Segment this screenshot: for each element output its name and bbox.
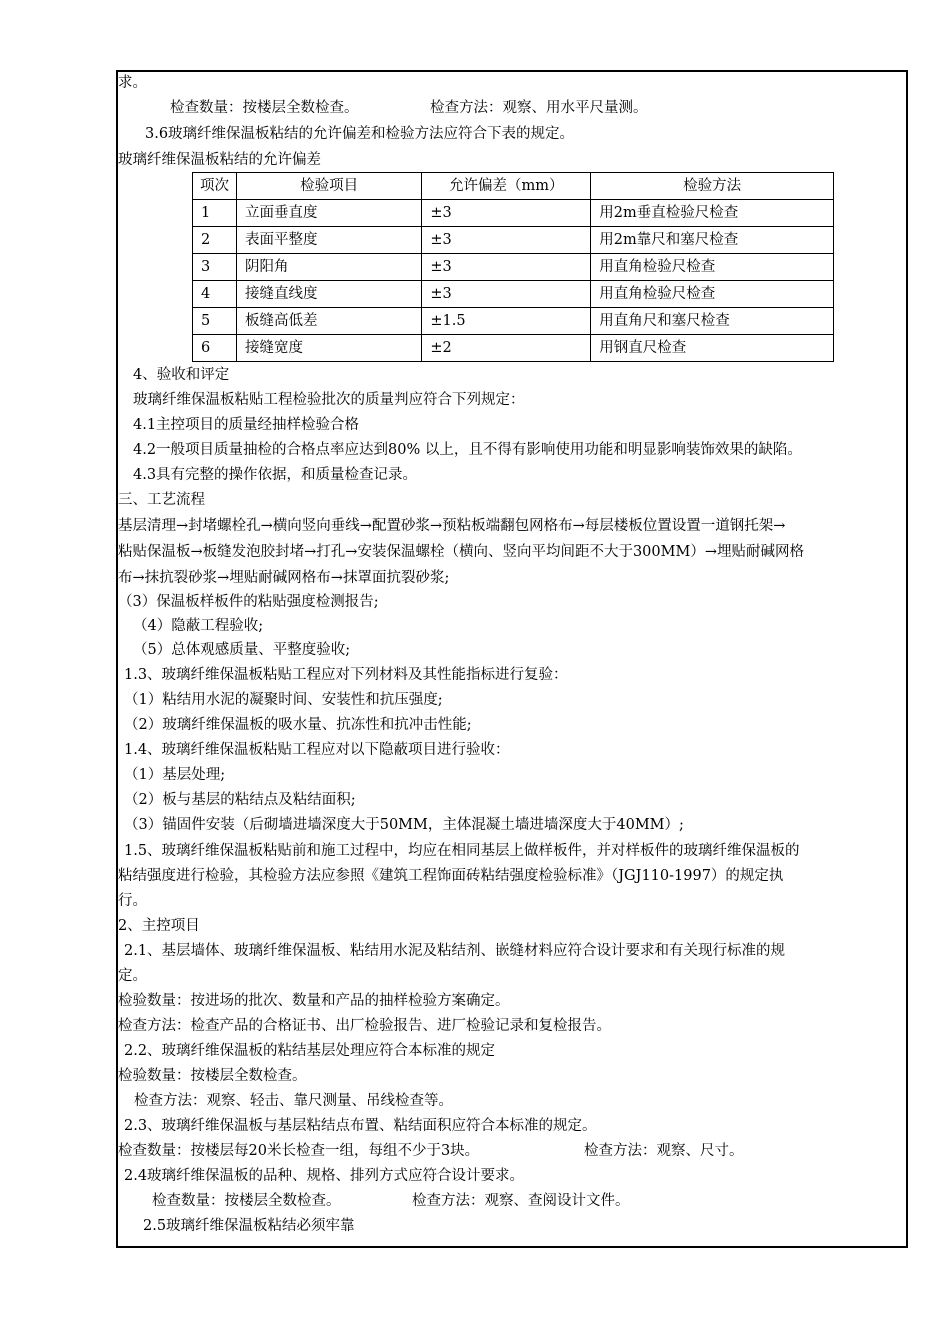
table-row xyxy=(193,254,834,281)
text-line: （1）粘结用水泥的凝聚时间、安装性和抗压强度; xyxy=(124,692,443,708)
table-cell: 用直角检验尺检查 xyxy=(591,281,834,308)
table-cell: 表面平整度 xyxy=(237,227,422,254)
text-line: 1.4、玻璃纤维保温板粘贴工程应对以下隐蔽项目进行验收： xyxy=(124,742,510,758)
text-line: 检验数量：按进场的批次、数量和产品的抽样检验方案确定。 xyxy=(118,993,510,1009)
table-cell: ±3 xyxy=(422,281,591,308)
table-cell: 板缝高低差 xyxy=(237,308,422,335)
text-line: 2.3、玻璃纤维保温板与基层粘结点布置、粘结面积应符合本标准的规定。 xyxy=(124,1118,597,1134)
text-line: 3.6玻璃纤维保温板粘结的允许偏差和检验方法应符合下表的规定。 xyxy=(145,126,575,142)
text-line: 粘结强度进行检验，其检验方法应参照《建筑工程饰面砖粘结强度检验标准》（JGJ110-1997）的规定执 xyxy=(118,868,784,884)
table-header-cell: 项次 xyxy=(193,173,237,200)
text-line: 检查方法：观察、用水平尺量测。 xyxy=(430,100,648,116)
text-line: 定。 xyxy=(118,968,147,984)
table-header-cell: 允许偏差（mm） xyxy=(422,173,591,200)
text-line: 4.3具有完整的操作依据，和质量检查记录。 xyxy=(133,467,418,483)
text-line: 2.5玻璃纤维保温板粘结必须牢靠 xyxy=(143,1218,355,1234)
section-heading: 三、工艺流程 xyxy=(118,492,205,508)
text-line: 检查方法：检查产品的合格证书、出厂检验报告、进厂检验记录和复检报告。 xyxy=(118,1018,611,1034)
tolerance-table xyxy=(192,172,834,362)
text-line: （5）总体观感质量、平整度验收; xyxy=(133,642,351,658)
table-cell: 接缝直线度 xyxy=(237,281,422,308)
text-line: （3）保温板样板件的粘贴强度检测报告; xyxy=(118,594,379,610)
table-cell: ±2 xyxy=(422,335,591,362)
section-heading: 2、主控项目 xyxy=(118,918,200,934)
table-cell: 用直角检验尺检查 xyxy=(591,254,834,281)
table-cell: ±1.5 xyxy=(422,308,591,335)
table-cell: 4 xyxy=(193,281,237,308)
table-cell: 立面垂直度 xyxy=(237,200,422,227)
text-line: 检查数量：按楼层全数检查。 xyxy=(152,1193,341,1209)
text-line: 2.2、玻璃纤维保温板的粘结基层处理应符合本标准的规定 xyxy=(124,1043,496,1059)
table-cell: 用2m靠尺和塞尺检查 xyxy=(591,227,834,254)
text-line: 1.5、玻璃纤维保温板粘贴前和施工过程中，均应在相同基层上做样板件，并对样板件的玻璃纤维保温板的 xyxy=(124,843,800,859)
text-line: 检查数量：按楼层每20米长检查一组，每组不少于3块。 xyxy=(118,1143,480,1159)
text-line: 2.1、基层墙体、玻璃纤维保温板、粘结用水泥及粘结剂、嵌缝材料应符合设计要求和有关现行标准的规 xyxy=(124,943,786,959)
text-line: 检验数量：按楼层全数检查。 xyxy=(118,1068,307,1084)
text-line: （3）锚固件安装（后砌墙进墙深度大于50MM，主体混凝土墙进墙深度大于40MM）; xyxy=(124,817,684,833)
table-cell: 6 xyxy=(193,335,237,362)
text-line: 检查方法：观察、查阅设计文件。 xyxy=(412,1193,630,1209)
text-line: （4）隐蔽工程验收; xyxy=(133,618,264,634)
table-header-cell: 检验项目 xyxy=(237,173,422,200)
text-line: 检查数量：按楼层全数检查。 xyxy=(170,100,359,116)
text-line: （2）板与基层的粘结点及粘结面积; xyxy=(124,792,356,808)
text-line: 2.4玻璃纤维保温板的品种、规格、排列方式应符合设计要求。 xyxy=(124,1168,525,1184)
text-line: 检查方法：观察、尺寸。 xyxy=(584,1143,744,1159)
table-cell: ±3 xyxy=(422,254,591,281)
table-cell: 1 xyxy=(193,200,237,227)
table-cell: 用钢直尺检查 xyxy=(591,335,834,362)
text-line: 玻璃纤维保温板粘贴工程检验批次的质量判应符合下列规定： xyxy=(133,392,525,408)
text-line: 4.2一般项目质量抽检的合格点率应达到80% 以上，且不得有影响使用功能和明显影响装饰效果的缺陷。 xyxy=(133,442,802,458)
table-cell: 3 xyxy=(193,254,237,281)
table-row xyxy=(193,227,834,254)
text-line: 行。 xyxy=(118,893,147,909)
table-cell: 用2m垂直检验尺检查 xyxy=(591,200,834,227)
text-line: 检查方法：观察、轻击、靠尺测量、吊线检查等。 xyxy=(134,1093,453,1109)
table-row xyxy=(193,200,834,227)
section-heading: 4、验收和评定 xyxy=(133,367,230,383)
table-cell: 阴阳角 xyxy=(237,254,422,281)
text-line: （2）玻璃纤维保温板的吸水量、抗冻性和抗冲击性能; xyxy=(124,717,472,733)
text-line: 基层清理→封堵螺栓孔→横向竖向垂线→配置砂浆→预粘板端翻包网格布→每层楼板位置设置一道钢托架→ xyxy=(118,518,786,534)
text-line: 4.1主控项目的质量经抽样检验合格 xyxy=(133,417,360,433)
table-caption: 玻璃纤维保温板粘结的允许偏差 xyxy=(118,152,321,168)
table-cell: 5 xyxy=(193,308,237,335)
table-header-row xyxy=(193,173,834,200)
table-row xyxy=(193,335,834,362)
table-cell: ±3 xyxy=(422,227,591,254)
text-line: 布→抹抗裂砂浆→埋贴耐碱网格布→抹罩面抗裂砂浆; xyxy=(118,570,450,586)
table-cell: 2 xyxy=(193,227,237,254)
text-line: 求。 xyxy=(118,75,147,91)
table-header-cell: 检验方法 xyxy=(591,173,834,200)
table-cell: 用直角尺和塞尺检查 xyxy=(591,308,834,335)
table-cell: ±3 xyxy=(422,200,591,227)
table-row xyxy=(193,281,834,308)
text-line: 1.3、玻璃纤维保温板粘贴工程应对下列材料及其性能指标进行复验： xyxy=(124,667,568,683)
text-line: 粘贴保温板→板缝发泡胶封堵→打孔→安装保温螺栓（横向、竖向平均间距不大于300MM）→埋贴耐碱网格 xyxy=(118,544,804,560)
table-row xyxy=(193,308,834,335)
text-line: （1）基层处理; xyxy=(124,767,226,783)
table-cell: 接缝宽度 xyxy=(237,335,422,362)
